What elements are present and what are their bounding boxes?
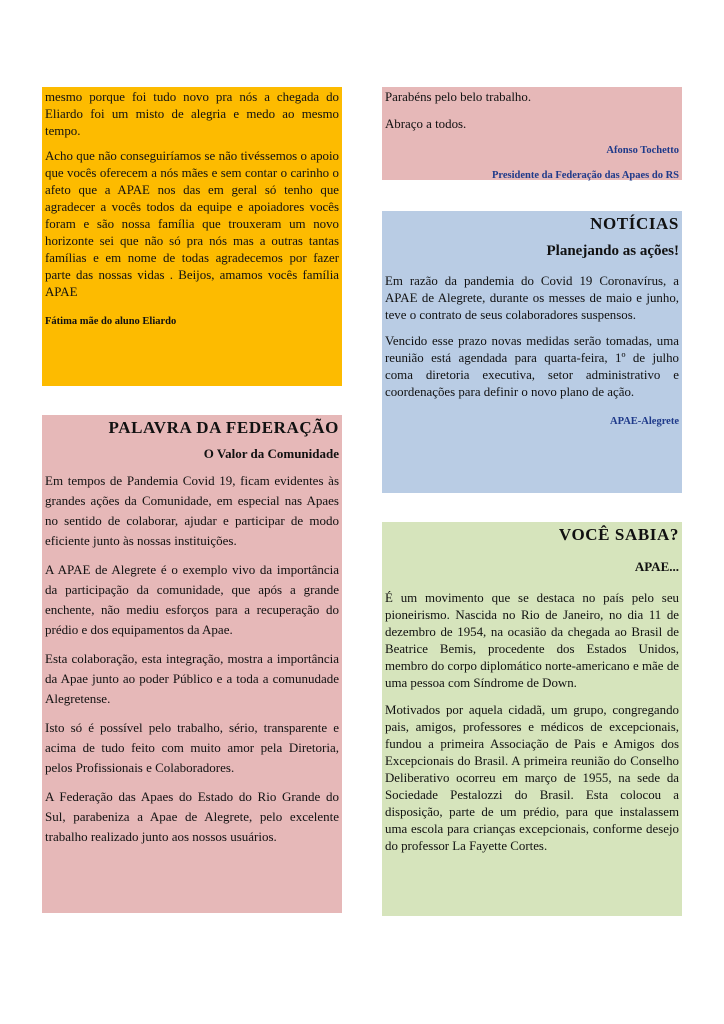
- noticias-signature: APAE-Alegrete: [610, 416, 679, 427]
- noticias-box: [382, 211, 682, 493]
- fatima-testimonial-box: [42, 87, 342, 386]
- federacao-paragraph-3: Esta colaboração, esta integração, mostra a importância da Apae junto ao poder Público e a toda a comunudade Alegretense.: [45, 651, 339, 706]
- federacao-subtitle: O Valor da Comunidade: [203, 446, 339, 461]
- federacao-paragraph-1: Em tempos de Pandemia Covid 19, ficam evidentes às grandes ações da Comunidade, em especial nas Apaes no sentido de colaborar, ajudar e participar de modo eficiente junto às nossas instituições.: [45, 473, 339, 548]
- parabens-paragraph-1: Parabéns pelo belo trabalho.: [385, 90, 532, 104]
- fatima-paragraph-2: Acho que não conseguiríamos se não tivéssemos o apoio que vocês oferecem a nós mães e sem contar o carinho o afeto que a APAE nos das em geral só tenho que agradecer a vocês todos da equipe e apoiadores vocês foram e são nossa família que trouxeram um novo horizonte sei que não só pra nós mas a outras tantas famílias e em nome de todas agradecemos por fazer parte das nossas vidas . Beijos, amamos vocês família APAE: [45, 149, 339, 299]
- federacao-paragraph-2: A APAE de Alegrete é o exemplo vivo da importância da participação da comunidade, que após a grande enchente, não mediu esforços para a recuperação do prédio e dos equipamentos da Apae.: [45, 562, 339, 637]
- voce-sabia-title: VOCÊ SABIA?: [558, 525, 679, 544]
- federacao-paragraph-5: A Federação das Apaes do Estado do Rio Grande do Sul, parabeniza a Apae de Alegrete, pelo excelente trabalho realizado junto aos nossos usuários.: [45, 789, 339, 844]
- parabens-signature-role: Presidente da Federação das Apaes do RS: [491, 170, 679, 181]
- voce-sabia-subtitle: APAE...: [634, 559, 679, 574]
- voce-sabia-paragraph-2: Motivados por aquela cidadã, um grupo, congregando pais, amigos, professores e médicos de excepcionais, fundou a primeira Associação de Pais e Amigos dos Excepcionais do Brasil. A primeira reunião do Conselho Deliberativo ocorreu em março de 1955, na sede da Sociedade Pestalozzi do Brasil. Esta colocou a disposição, parte de um prédio, para que instalassem uma escola para crianças excepcionais, conforme desejo do professor La Fayette Cortes.: [385, 703, 679, 853]
- noticias-paragraph-1: Em razão da pandemia do Covid 19 Coronavírus, a APAE de Alegrete, durante os messes de maio e junho, teve o contrato de seus colaboradores suspensos.: [385, 274, 679, 322]
- fatima-signature: Fátima mãe do aluno Eliardo: [45, 316, 177, 327]
- federacao-title: PALAVRA DA FEDERAÇÃO: [108, 418, 339, 437]
- noticias-subtitle: Planejando as ações!: [546, 243, 679, 259]
- parabens-paragraph-2: Abraço a todos.: [385, 117, 467, 131]
- parabens-signature-name: Afonso Tochetto: [606, 145, 679, 156]
- federacao-paragraph-4: Isto só é possível pelo trabalho, sério, transparente e acima de tudo feito com muito amor pela Diretoria, pelos Profissionais e Colaboradores.: [45, 720, 339, 775]
- noticias-title: NOTÍCIAS: [590, 214, 679, 233]
- fatima-paragraph-1: mesmo porque foi tudo novo pra nós a chegada do Eliardo foi um misto de alegria e medo ao mesmo tempo.: [45, 90, 339, 138]
- voce-sabia-paragraph-1: É um movimento que se destaca no país pelo seu pioneirismo. Nascida no Rio de Janeiro, no dia 11 de dezembro de 1954, na ocasião da chegada ao Brasil de Beatrice Bemis, procedente dos Estados Unidos, membro do corpo diplomático norte-americano e mãe de uma pessoa com Síndrome de Down.: [385, 591, 679, 690]
- federacao-box: [42, 415, 342, 913]
- noticias-paragraph-2: Vencido esse prazo novas medidas serão tomadas, uma reunião está agendada para quarta-feira, 1º de julho coma diretoria executiva, setor administrativo e coordenações para definir o novo plano de ação.: [385, 334, 679, 399]
- parabens-box: [382, 87, 682, 180]
- voce-sabia-box: [382, 522, 682, 916]
